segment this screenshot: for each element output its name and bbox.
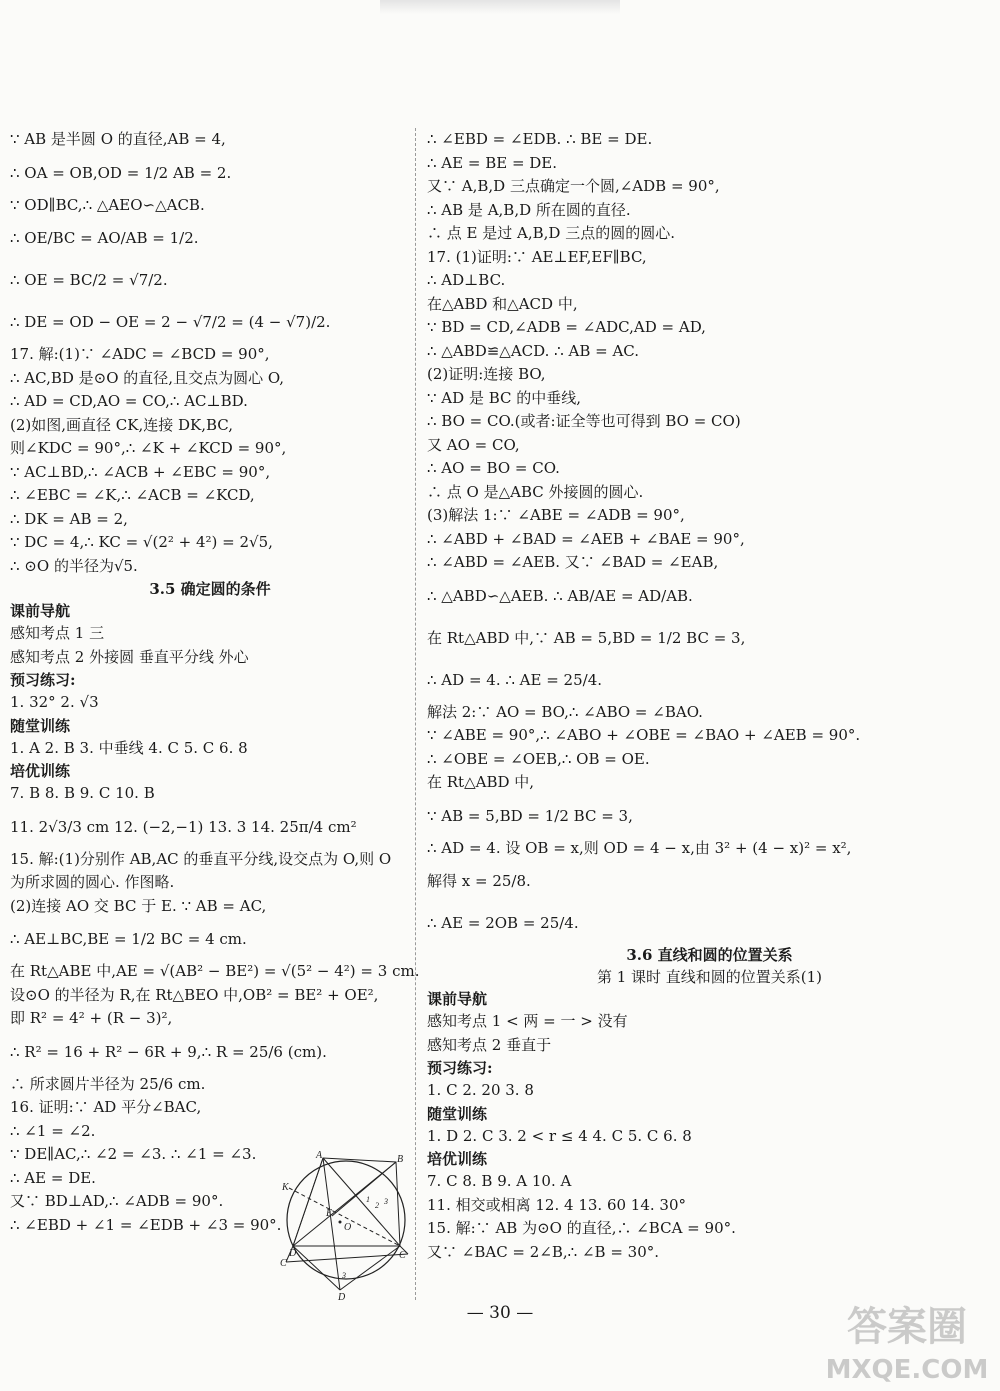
right-line-40: 7. C 8. B 9. A 10. A — [427, 1172, 572, 1190]
right-line-32: 课前导航 — [427, 990, 488, 1008]
left-line-12: ∴ ∠EBC = ∠K,∴ ∠ACB = ∠KCD, — [10, 486, 255, 504]
right-line-16: (3)解法 1:∵ ∠ABE = ∠ADB = 90°, — [427, 506, 685, 524]
label-E: E — [326, 1208, 333, 1219]
right-line-12: ∴ BO = CO.(或者:证全等也可得到 BO = CO) — [427, 412, 741, 430]
left-line-36: 16. 证明:∵ AD 平分∠BAC, — [10, 1098, 202, 1116]
right-line-41: 11. 相交或相离 12. 4 13. 60 14. 30° — [427, 1195, 687, 1214]
left-line-0: ∵ AB 是半圆 O 的直径,AB = 4, — [10, 130, 226, 148]
right-line-31: 第 1 课时 直线和圆的位置关系(1) — [596, 968, 823, 986]
right-line-39: 培优训练 — [427, 1150, 488, 1168]
label-2: 2 — [375, 1201, 379, 1210]
right-line-37: 随堂训练 — [427, 1104, 488, 1123]
left-line-40: 又∵ BD⊥AD,∴ ∠ADB = 90°. — [10, 1192, 224, 1210]
left-line-3: ∴ OE/BC = AO/AB = 1/2. — [10, 229, 199, 247]
right-line-21: ∴ AD = 4. ∴ AE = 25/4. — [427, 670, 603, 689]
right-line-18: ∴ ∠ABD = ∠AEB. 又∵ ∠BAD = ∠EAB, — [427, 553, 719, 571]
right-line-5: 17. (1)证明:∵ AE⊥EF,EF∥BC, — [427, 247, 647, 266]
page-number: — 30 — — [466, 1303, 534, 1323]
label-A: A — [316, 1150, 323, 1161]
right-line-20: 在 Rt△ABD 中,∵ AB = 5,BD = 1/2 BC = 3, — [427, 628, 746, 647]
watermark-bottom: MXQE.COM — [825, 1355, 989, 1385]
left-line-27: 15. 解:(1)分别作 AB,AC 的垂直平分线,设交点为 O,则 O — [10, 849, 392, 868]
left-line-14: ∵ DC = 4,∴ KC = √(2² + 4²) = 2√5, — [10, 533, 273, 551]
right-line-13: 又 AO = CO, — [427, 435, 520, 454]
right-line-1: ∴ AE = BE = DE. — [427, 153, 558, 172]
left-line-4: ∴ OE = BC/2 = √7/2. — [10, 271, 168, 289]
left-line-31: 在 Rt△ABE 中,AE = √(AB² − BE²) = √(5² − 4²) = 3 cm. — [10, 962, 420, 980]
left-line-10: 则∠KDC = 90°,∴ ∠K + ∠KCD = 90°, — [10, 439, 287, 457]
left-line-6: 17. 解:(1)∵ ∠ADC = ∠BCD = 90°, — [10, 345, 270, 363]
right-line-33: 感知考点 1 < 两 = 一 > 没有 — [427, 1012, 628, 1030]
left-line-33: 即 R² = 4² + (R − 3)², — [10, 1009, 173, 1027]
right-column — [427, 128, 992, 1264]
left-line-24: 培优训练 — [10, 762, 71, 780]
left-line-1: ∴ OA = OB,OD = 1/2 AB = 2. — [10, 163, 232, 182]
left-line-13: ∴ DK = AB = 2, — [10, 509, 128, 528]
left-line-19: 感知考点 2 外接圆 垂直平分线 外心 — [10, 647, 249, 666]
right-line-28: 解得 x = 25/8. — [427, 872, 531, 890]
left-line-9: (2)如图,画直径 CK,连接 DK,BC, — [10, 415, 234, 434]
label-3: 3 — [384, 1197, 388, 1206]
left-line-34: ∴ R² = 16 + R² − 6R + 9,∴ R = 25/6 (cm). — [10, 1042, 327, 1061]
left-line-23: 1. A 2. B 3. 中垂线 4. C 5. C 6. 8 — [10, 738, 248, 757]
left-line-20: 预习练习: — [10, 671, 76, 689]
label-K: K — [282, 1182, 289, 1193]
right-line-29: ∴ AE = 2OB = 25/4. — [427, 914, 579, 932]
right-line-7: 在△ABD 和△ACD 中, — [427, 294, 578, 313]
right-line-22: 解法 2:∵ AO = BO,∴ ∠ABO = ∠BAO. — [427, 702, 703, 721]
left-line-8: ∴ AD = CD,AO = CO,∴ AC⊥BD. — [10, 392, 248, 410]
left-line-26: 11. 2√3/3 cm 12. (−2,−1) 13. 3 14. 25π/4 cm² — [10, 817, 357, 836]
watermark-top: 答案圈 — [847, 1304, 967, 1350]
label-C-left: C — [280, 1258, 287, 1269]
right-line-35: 预习练习: — [427, 1059, 493, 1077]
label-3-bottom: 3 — [342, 1271, 346, 1280]
right-line-24: ∴ ∠OBE = ∠OEB,∴ OB = OE. — [427, 749, 650, 768]
right-line-43: 又∵ ∠BAC = 2∠B,∴ ∠B = 30°. — [427, 1242, 660, 1261]
left-line-39: ∴ AE = DE. — [10, 1168, 96, 1187]
right-line-8: ∵ BD = CD,∠ADB = ∠ADC,AD = AD, — [427, 318, 706, 336]
right-line-42: 15. 解:∵ AB 为⊙O 的直径,∴ ∠BCA = 90°. — [427, 1219, 736, 1237]
right-line-11: ∵ AD 是 BC 的中垂线, — [427, 388, 582, 407]
left-column — [10, 128, 420, 1237]
label-D-left: D — [289, 1248, 297, 1259]
right-line-30: 3.6 直线和圆的位置关系 — [626, 946, 793, 964]
left-line-29: (2)连接 AO 交 BC 于 E. ∵ AB = AC, — [10, 896, 267, 915]
right-line-9: ∴ △ABD≌△ACD. ∴ AB = AC. — [427, 341, 639, 360]
label-1: 1 — [366, 1195, 370, 1204]
right-line-15: ∴ 点 O 是△ABC 外接圆的圆心. — [427, 482, 644, 501]
right-line-3: ∴ AB 是 A,B,D 所在圆的直径. — [427, 200, 631, 219]
right-line-4: ∴ 点 E 是过 A,B,D 三点的圆的圆心. — [427, 224, 675, 242]
left-line-35: ∴ 所求圆片半径为 25/6 cm. — [10, 1074, 206, 1093]
left-line-11: ∵ AC⊥BD,∴ ∠ACB + ∠EBC = 90°, — [10, 462, 271, 481]
right-line-10: (2)证明:连接 BO, — [427, 365, 546, 383]
left-line-22: 随堂训练 — [10, 716, 71, 735]
right-line-19: ∴ △ABD∽△AEB. ∴ AB/AE = AD/AB. — [427, 586, 693, 605]
right-line-23: ∵ ∠ABE = 90°,∴ ∠ABO + ∠OBE = ∠BAO + ∠AEB = 90°. — [427, 726, 861, 744]
label-O: O — [344, 1222, 352, 1233]
left-line-17: 课前导航 — [10, 602, 71, 620]
right-line-34: 感知考点 2 垂直于 — [427, 1035, 552, 1054]
left-line-15: ∴ ⊙O 的半径为√5. — [10, 556, 138, 575]
left-line-16: 3.5 确定圆的条件 — [149, 580, 271, 598]
page-top-shadow — [380, 0, 620, 14]
right-line-26: ∵ AB = 5,BD = 1/2 BC = 3, — [427, 806, 633, 825]
left-line-2: ∵ OD∥BC,∴ △AEO∽△ACB. — [10, 195, 205, 214]
left-line-32: 设⊙O 的半径为 R,在 Rt△BEO 中,OB² = BE² + OE², — [10, 985, 379, 1004]
left-line-5: ∴ DE = OD − OE = 2 − √7/2 = (4 − √7)/2. — [10, 313, 331, 331]
left-line-18: 感知考点 1 三 — [10, 624, 105, 642]
left-line-28: 为所求圆的圆心. 作图略. — [10, 873, 175, 891]
label-C: C — [399, 1250, 406, 1261]
watermark-logo — [822, 1290, 992, 1386]
left-line-7: ∴ AC,BD 是⊙O 的直径,且交点为圆心 O, — [10, 368, 285, 387]
left-line-38: ∵ DE∥AC,∴ ∠2 = ∠3. ∴ ∠1 = ∠3. — [10, 1145, 257, 1163]
right-line-36: 1. C 2. 20 3. 8 — [427, 1081, 534, 1099]
right-line-0: ∴ ∠EBD = ∠EDB. ∴ BE = DE. — [427, 130, 653, 148]
right-line-2: 又∵ A,B,D 三点确定一个圆,∠ADB = 90°, — [427, 177, 720, 195]
right-line-27: ∴ AD = 4. 设 OB = x,则 OD = 4 − x,由 3² + (4 − x)² = x², — [427, 838, 852, 857]
right-line-6: ∴ AD⊥BC. — [427, 271, 506, 289]
geometry-figure — [278, 1150, 413, 1300]
label-B: B — [397, 1154, 404, 1165]
column-divider — [415, 128, 416, 1300]
right-line-14: ∴ AO = BO = CO. — [427, 459, 560, 477]
left-line-25: 7. B 8. B 9. C 10. B — [10, 784, 155, 802]
left-line-21: 1. 32° 2. √3 — [10, 693, 99, 711]
right-line-38: 1. D 2. C 3. 2 < r ≤ 4 4. C 5. C 6. 8 — [427, 1126, 692, 1145]
label-D: D — [338, 1292, 346, 1300]
left-line-41: ∴ ∠EBD + ∠1 = ∠EDB + ∠3 = 90°. — [10, 1215, 282, 1234]
left-line-30: ∴ AE⊥BC,BE = 1/2 BC = 4 cm. — [10, 930, 247, 948]
right-line-17: ∴ ∠ABD + ∠BAD = ∠AEB + ∠BAE = 90°, — [427, 529, 745, 548]
left-line-37: ∴ ∠1 = ∠2. — [10, 1121, 96, 1140]
right-line-25: 在 Rt△ABD 中, — [427, 773, 535, 791]
